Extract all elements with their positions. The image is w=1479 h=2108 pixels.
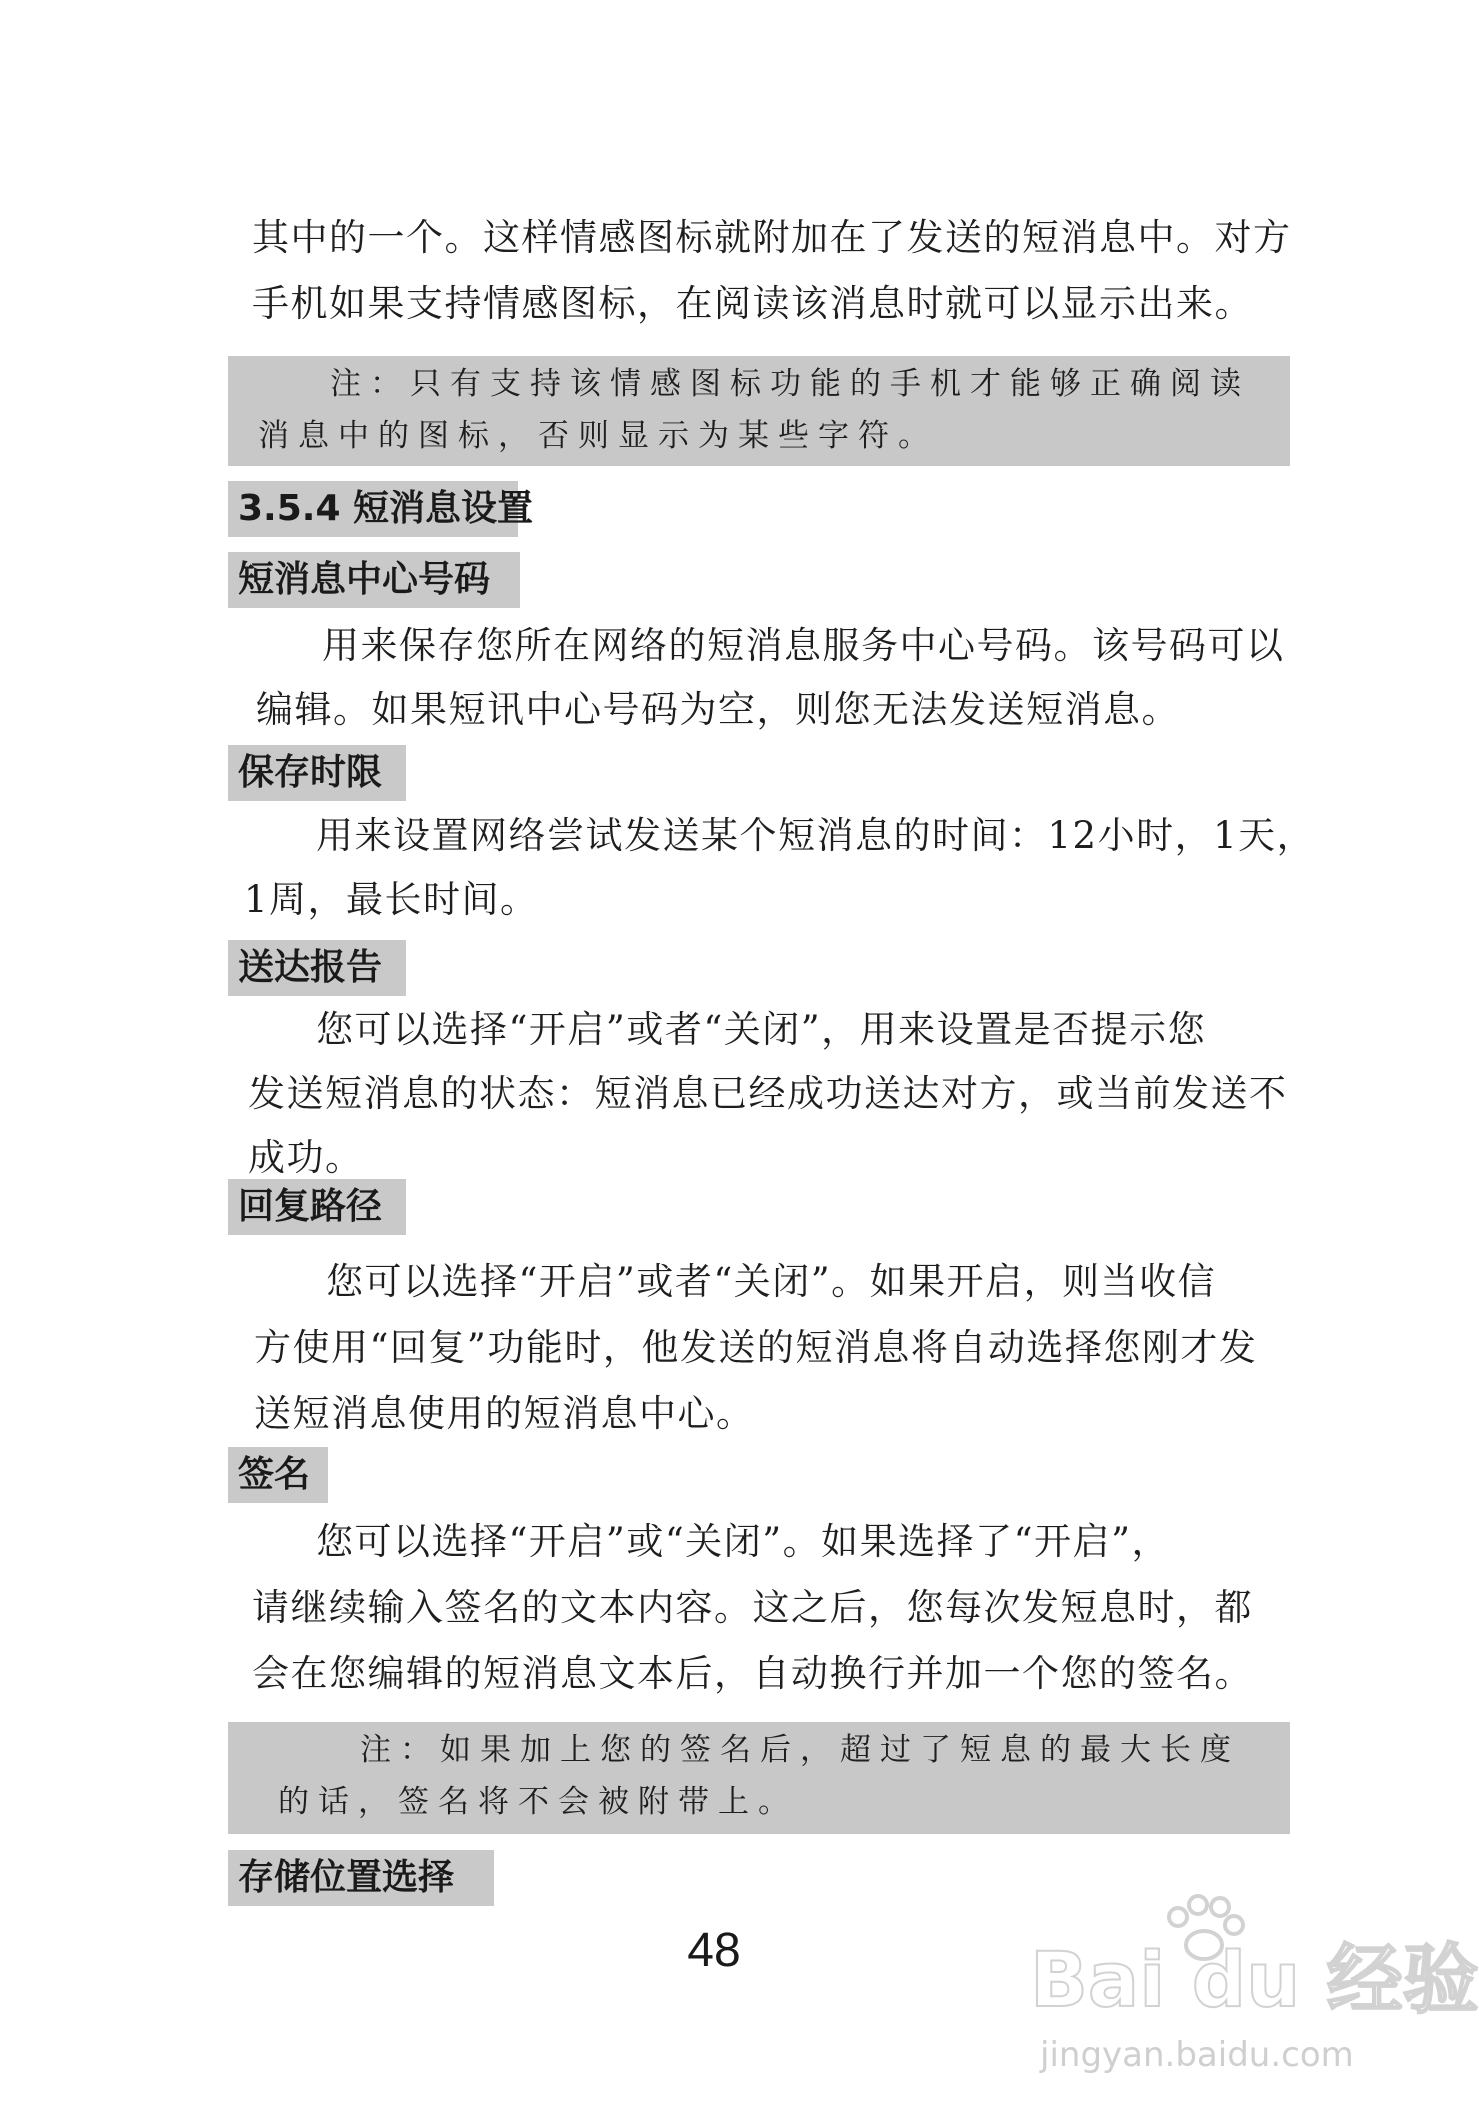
delivery-line-3: 成功。 bbox=[248, 1136, 364, 1179]
sms-center-line-1: 用来保存您所在网络的短消息服务中心号码。该号码可以 bbox=[322, 624, 1285, 667]
note-signature bbox=[228, 1722, 1290, 1834]
heading-sms-center: 短消息中心号码 bbox=[228, 552, 520, 608]
watermark-logo: Bai du 经验 bbox=[1030, 1935, 1479, 2024]
heading-storage-location: 存储位置选择 bbox=[228, 1850, 494, 1906]
signature-line-2: 请继续输入签名的文本内容。这之后，您每次发短息时，都 bbox=[252, 1586, 1253, 1629]
reply-line-1: 您可以选择“开启”或者“关闭”。如果开启，则当收信 bbox=[326, 1260, 1217, 1303]
validity-line-2: 1周，最长时间。 bbox=[244, 878, 539, 921]
note-emoticon-line-1: 注：只有支持该情感图标功能的手机才能够正确阅读 bbox=[330, 366, 1250, 402]
intro-line-2: 手机如果支持情感图标，在阅读该消息时就可以显示出来。 bbox=[252, 282, 1253, 325]
reply-line-2: 方使用“回复”功能时，他发送的短消息将自动选择您刚才发 bbox=[254, 1326, 1258, 1369]
section-heading: 3.5.4 短消息设置 bbox=[228, 481, 518, 537]
heading-reply-path: 回复路径 bbox=[228, 1179, 406, 1235]
note-signature-line-2: 的话，签名将不会被附带上。 bbox=[278, 1784, 798, 1820]
reply-line-3: 送短消息使用的短消息中心。 bbox=[254, 1392, 755, 1435]
delivery-line-2: 发送短消息的状态：短消息已经成功送达对方，或当前发送不 bbox=[248, 1072, 1288, 1115]
note-emoticon-line-2: 消息中的图标，否则显示为某些字符。 bbox=[258, 418, 938, 454]
heading-validity: 保存时限 bbox=[228, 745, 406, 801]
sms-center-line-2: 编辑。如果短讯中心号码为空，则您无法发送短消息。 bbox=[256, 688, 1180, 731]
signature-line-1: 您可以选择“开启”或“关闭”。如果选择了“开启”， bbox=[316, 1520, 1170, 1563]
page-number: 48 bbox=[687, 1924, 741, 1977]
watermark-url: jingyan.baidu.com bbox=[1040, 2035, 1354, 2075]
signature-line-3: 会在您编辑的短消息文本后，自动换行并加一个您的签名。 bbox=[252, 1652, 1253, 1695]
note-emoticon bbox=[228, 356, 1290, 466]
intro-line-1: 其中的一个。这样情感图标就附加在了发送的短消息中。对方 bbox=[252, 216, 1292, 259]
heading-delivery-report: 送达报告 bbox=[228, 940, 406, 996]
note-signature-line-1: 注：如果加上您的签名后，超过了短息的最大长度 bbox=[360, 1732, 1240, 1768]
validity-line-1: 用来设置网络尝试发送某个短消息的时间：12小时，1天， bbox=[316, 814, 1316, 857]
delivery-line-1: 您可以选择“开启”或者“关闭”，用来设置是否提示您 bbox=[316, 1008, 1207, 1051]
baidu-watermark bbox=[1030, 1895, 1479, 2095]
heading-signature: 签名 bbox=[228, 1447, 328, 1503]
